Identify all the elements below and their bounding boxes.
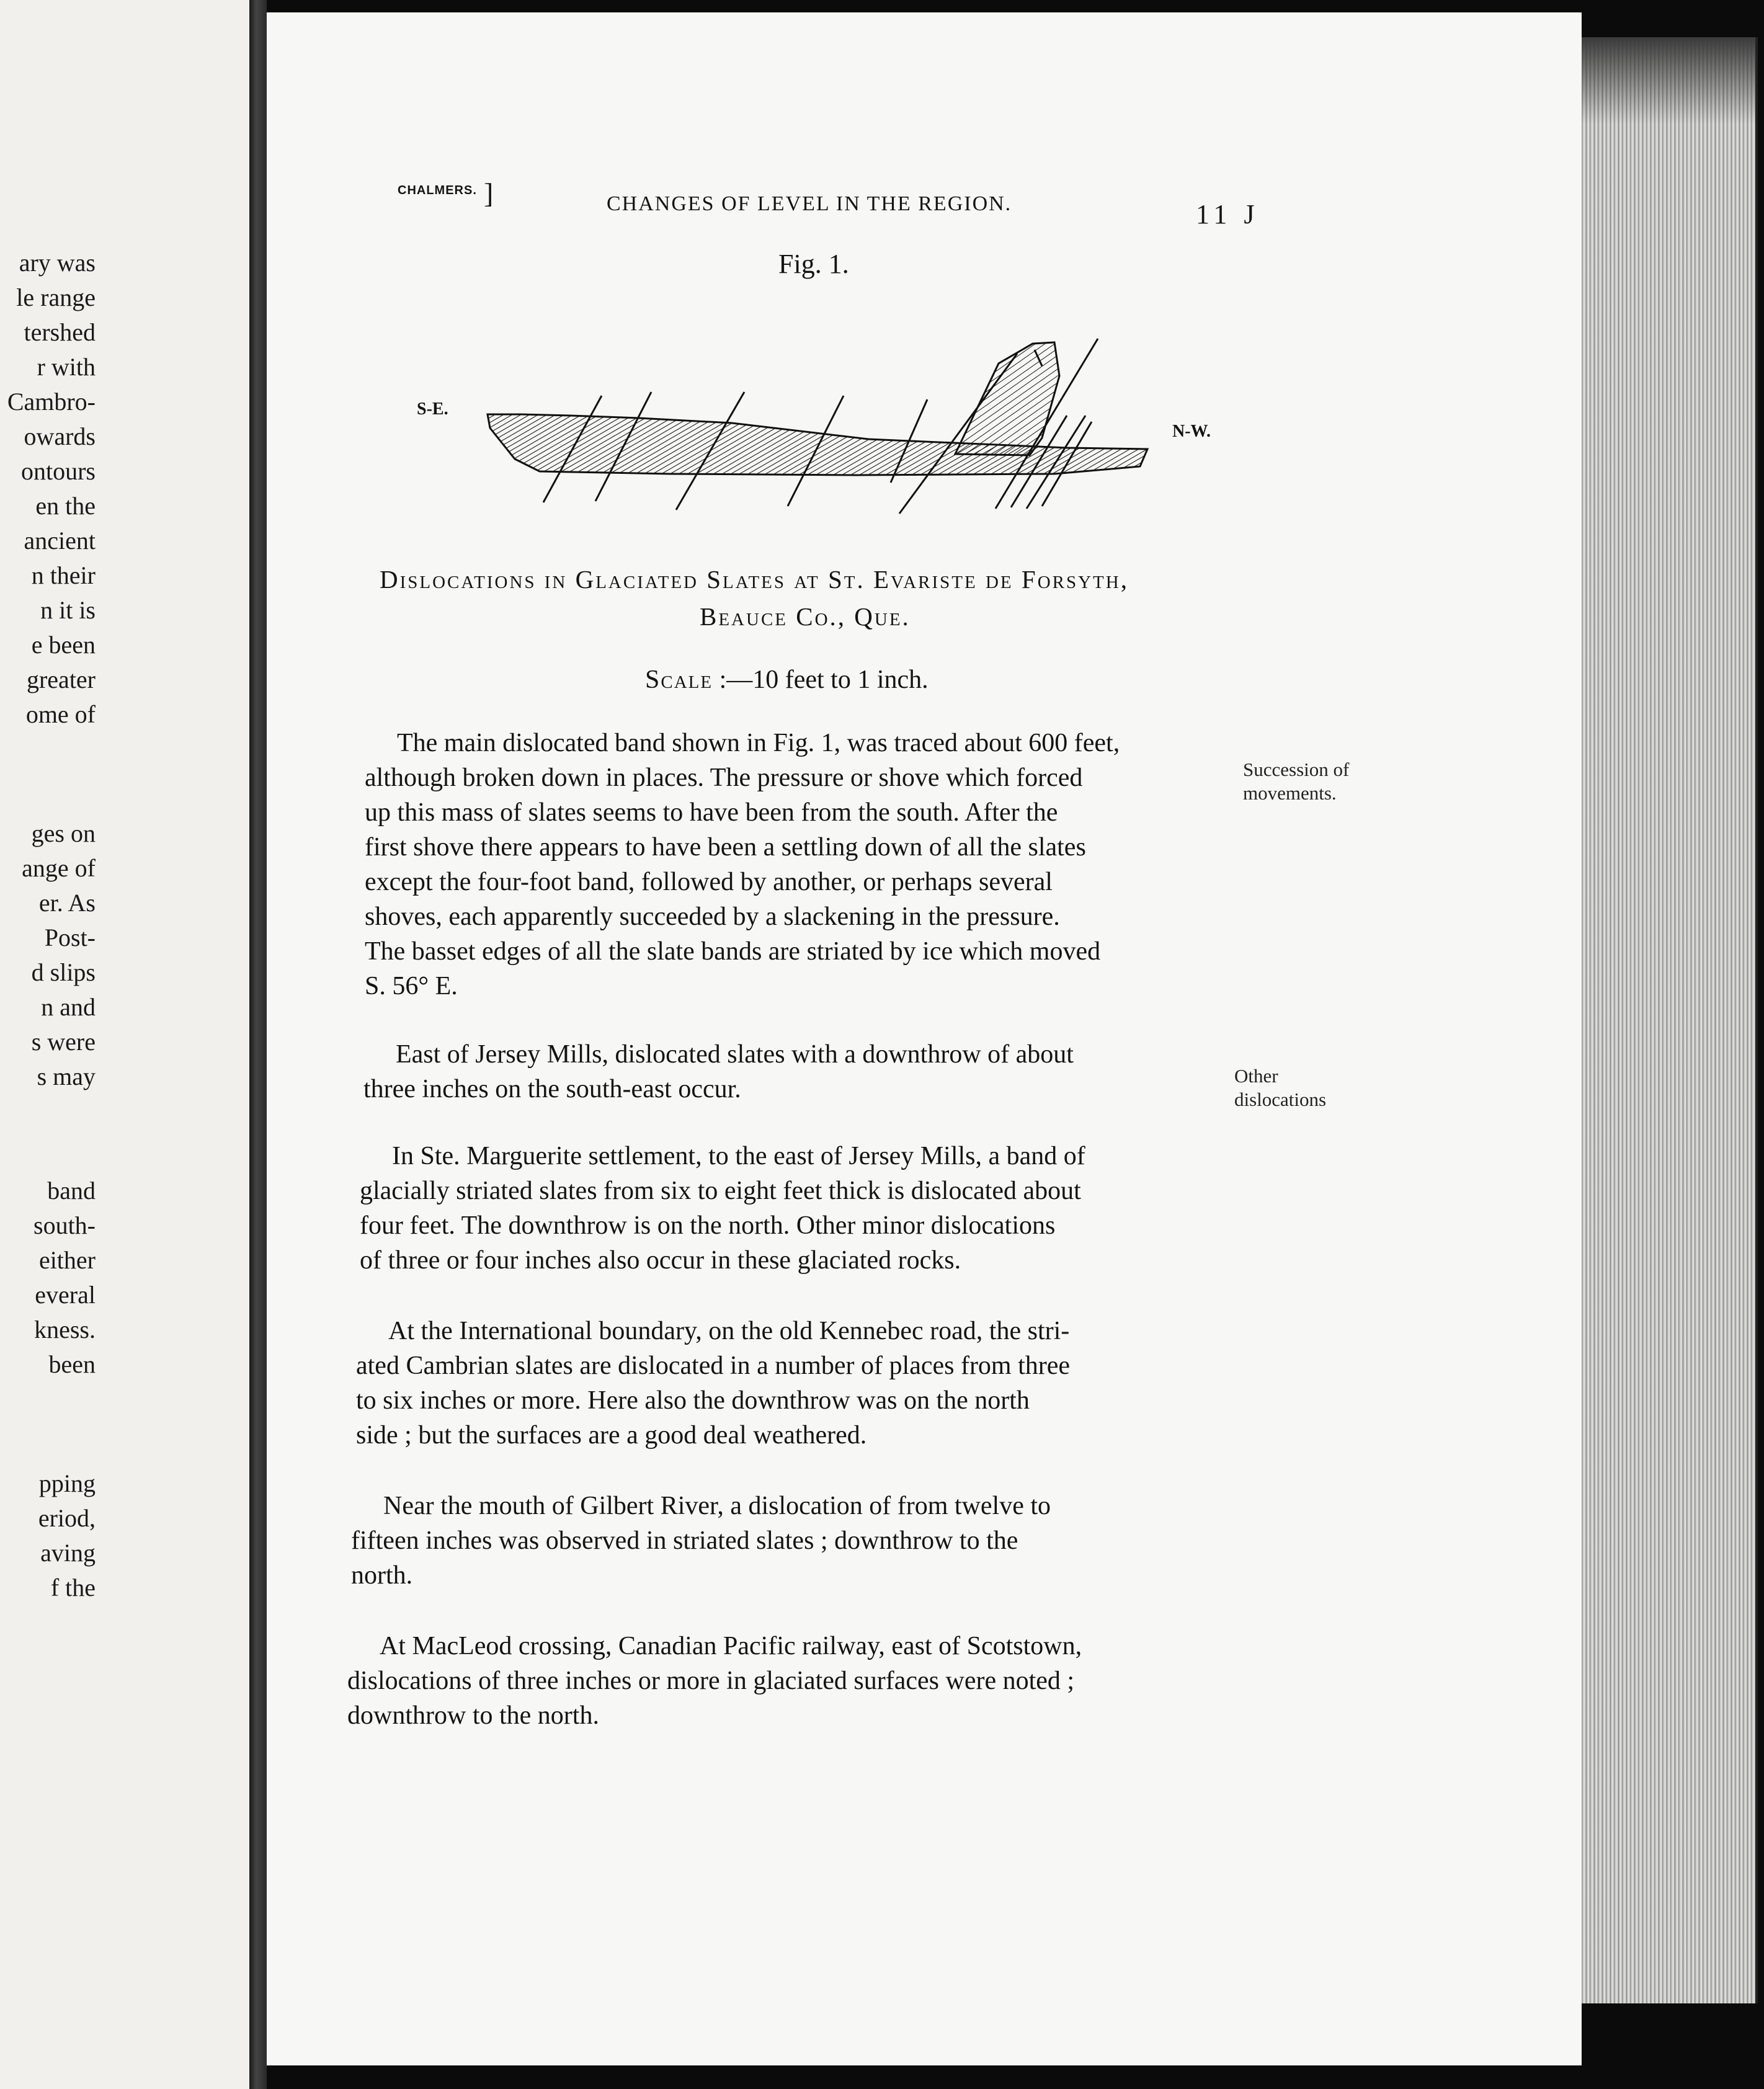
figure-scale-label: Scale <box>645 666 713 694</box>
facing-page-text: Post- <box>44 924 96 951</box>
facing-page <box>0 0 249 2089</box>
paragraph-line: At MacLeod crossing, Canadian Pacific railway, east of Scotstown, <box>380 1632 1082 1660</box>
facing-page-text: either <box>38 1246 96 1274</box>
paragraph-line: up this mass of slates seems to have been from the south. After the <box>365 798 1058 827</box>
facing-page-text: le range <box>16 283 96 311</box>
paragraph-line: S. 56° E. <box>365 972 458 1000</box>
paragraph-line: except the four-foot band, followed by another, or perhaps several <box>365 868 1053 896</box>
facing-page-text: ange of <box>22 854 96 882</box>
facing-page-text: pping <box>38 1469 96 1497</box>
paragraph-6 <box>347 1629 1082 1733</box>
paragraph-3 <box>360 1139 1085 1278</box>
facing-page-text: s were <box>31 1028 96 1056</box>
facing-page-text: f the <box>50 1574 96 1601</box>
running-head-bracket: ] <box>484 177 494 209</box>
paragraph-line: shoves, each apparently succeeded by a slackening in the pressure. <box>365 902 1060 931</box>
paragraph-4 <box>356 1314 1070 1453</box>
facing-page-text: ancient <box>24 527 96 555</box>
direction-label-se: S-E. <box>417 399 448 419</box>
page-number: 11 J <box>1196 199 1260 229</box>
paragraph-line: East of Jersey Mills, dislocated slates with a downthrow of about <box>396 1040 1074 1069</box>
facing-page-text: greater <box>26 666 96 693</box>
facing-page-text: aving <box>40 1539 96 1567</box>
facing-page-text: en the <box>35 492 96 520</box>
facing-page-text: Cambro- <box>7 388 96 416</box>
paragraph-line: In Ste. Marguerite settlement, to the east of Jersey Mills, a band of <box>392 1142 1085 1170</box>
facing-page-text: r with <box>37 353 96 381</box>
facing-page-text: n and <box>41 993 96 1021</box>
running-head-author: CHALMERS. <box>398 184 477 197</box>
facing-page-text: ome of <box>25 700 96 728</box>
paragraph-2 <box>363 1037 1074 1107</box>
facing-page-text: ary was <box>19 249 96 277</box>
paragraph-line: ated Cambrian slates are dislocated in a number of places from three <box>356 1352 1071 1380</box>
figure-scale <box>645 665 929 695</box>
paragraph-line: to six inches or more. Here also the downthrow was on the north <box>356 1386 1030 1415</box>
paragraph-line: four feet. The downthrow is on the north. Other minor dislocations <box>360 1211 1056 1240</box>
paragraph-line: Near the mouth of Gilbert River, a dislocation of from twelve to <box>383 1492 1051 1520</box>
facing-page-text: ontours <box>21 457 96 485</box>
paragraph-line: dislocations of three inches or more in glaciated surfaces were noted ; <box>347 1667 1075 1695</box>
upthrust-slate-block <box>955 342 1059 455</box>
figure-caption-line-1: Dislocations in Glaciated Slates at St. Evariste de Forsyth, <box>380 565 1129 594</box>
facing-page-text: n it is <box>40 596 96 624</box>
figure-scale-text: :—10 feet to 1 inch. <box>719 666 929 694</box>
sidenote-line: Other <box>1234 1065 1278 1087</box>
facing-page-text: ges on <box>31 819 96 847</box>
page-edges-shadow <box>1575 37 1755 124</box>
direction-label-nw: N-W. <box>1172 422 1211 441</box>
sidenote-other-dislocations <box>1234 1064 1326 1111</box>
paragraph-line: although broken down in places. The pressure or shove which forced <box>365 764 1083 792</box>
running-head-title: CHANGES OF LEVEL IN THE REGION. <box>607 192 1012 215</box>
facing-page-text: been <box>48 1350 96 1378</box>
paragraph-line: glacially striated slates from six to eight feet thick is dislocated about <box>360 1177 1081 1205</box>
facing-page-text: er. As <box>38 889 96 917</box>
facing-page-text: tershed <box>24 318 96 346</box>
facing-page-text: d slips <box>31 958 96 986</box>
paragraph-1 <box>365 726 1120 1004</box>
figure-label: Fig. 1. <box>778 249 849 279</box>
facing-page-text: south- <box>33 1211 96 1239</box>
paragraph-line: The main dislocated band shown in Fig. 1, was traced about 600 feet, <box>397 729 1120 757</box>
sidenote-succession <box>1243 758 1349 805</box>
paragraph-line: side ; but the surfaces are a good deal weathered. <box>356 1421 867 1450</box>
paragraph-line: three inches on the south-east occur. <box>363 1075 741 1103</box>
book-gutter <box>249 0 267 2089</box>
dislocation-diagram <box>471 323 1197 521</box>
facing-page-text: owards <box>24 422 96 450</box>
paragraph-line: north. <box>351 1561 413 1590</box>
paragraph-line: downthrow to the north. <box>347 1701 599 1730</box>
facing-page-text: n their <box>31 561 96 589</box>
facing-page-text: band <box>47 1177 96 1205</box>
facing-page-text: everal <box>35 1281 96 1309</box>
sidenote-line: Succession of <box>1243 759 1350 780</box>
facing-page-text: e been <box>31 631 96 659</box>
facing-page-text: eriod, <box>38 1504 96 1532</box>
paragraph-line: fifteen inches was observed in striated slates ; downthrow to the <box>351 1526 1018 1555</box>
figure-caption-line-2: Beauce Co., Que. <box>700 602 911 631</box>
facing-page-text: kness. <box>34 1316 96 1343</box>
page-edges <box>1575 37 1758 2003</box>
sidenote-line: movements. <box>1243 782 1337 804</box>
paragraph-line: of three or four inches also occur in these glaciated rocks. <box>360 1246 961 1275</box>
paragraph-line: first shove there appears to have been a settling down of all the slates <box>365 833 1086 862</box>
paragraph-line: At the International boundary, on the old Kennebec road, the stri- <box>388 1317 1070 1345</box>
sidenote-line: dislocations <box>1234 1089 1327 1110</box>
facing-page-text: s may <box>37 1062 96 1090</box>
paragraph-5 <box>351 1489 1051 1593</box>
paragraph-line: The basset edges of all the slate bands are striated by ice which moved <box>365 937 1101 966</box>
